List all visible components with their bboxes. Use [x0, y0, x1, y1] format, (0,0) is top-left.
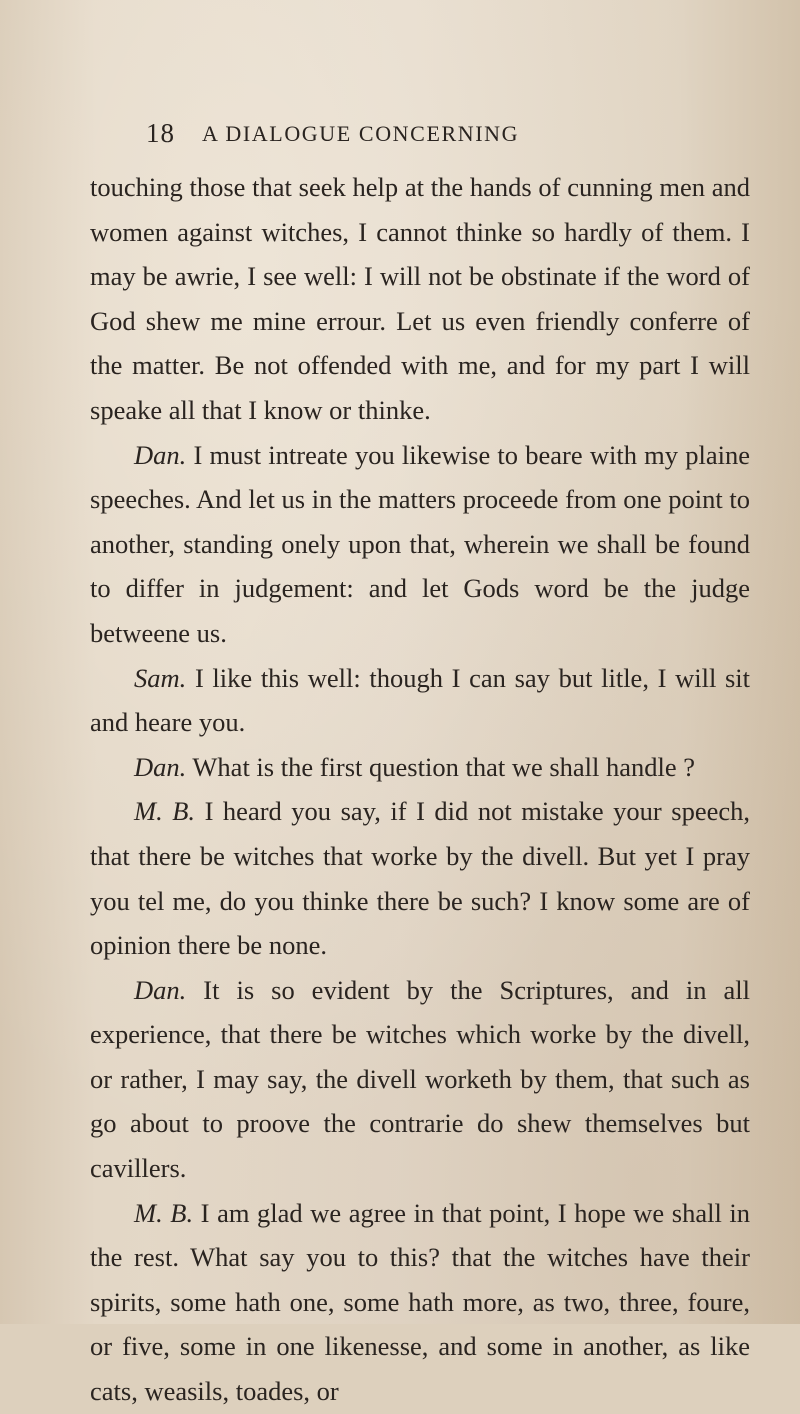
paragraph-text: I like this well: though I can say but litle, I will sit and heare you.	[90, 662, 751, 738]
paragraph	[90, 433, 750, 656]
body-text	[90, 165, 750, 1414]
paragraph	[90, 745, 750, 790]
speaker-label: M. B.	[134, 796, 196, 827]
speaker-label: M. B.	[134, 1197, 194, 1228]
paragraph-text: I am glad we agree in that point, I hope we shall in the rest. What say you to this? that the witches have their spirits, some hath one, some hath more, as two, three, foure, or five, some in one likenesse, and some in another, as like cats, weasils, toades, or	[90, 1197, 751, 1407]
speaker-label: Dan.	[134, 439, 187, 470]
speaker-label: Dan.	[134, 974, 187, 1005]
paragraph	[90, 656, 750, 745]
paragraph	[90, 165, 750, 433]
page-header	[146, 118, 706, 158]
page-number: 18	[146, 118, 175, 148]
paragraph	[90, 789, 750, 967]
speaker-label: Dan.	[134, 751, 187, 782]
paragraph	[90, 1191, 750, 1414]
paragraph-text: touching those that seek help at the hands of cunning men and women against witches, I cannot thinke so hardly of them. I may be awrie, I see well: I will not be obstinate if the word of God shew me mine errour. Let us even friendly conferre of the matter. Be not offended with me, and for my part I will speake all that I know or thinke.	[90, 172, 750, 425]
paragraph-text: I heard you say, if I did not mistake your speech, that there be witches that worke by the divell. But yet I pray you tel me, do you thinke there be such? I know some are of opinion there be none.	[90, 796, 750, 961]
running-head: A DIALOGUE CONCERNING	[202, 121, 520, 146]
speaker-label: Sam.	[134, 662, 187, 693]
paragraph-text: I must intreate you likewise to beare with my plaine speeches. And let us in the matters proceede from one point to another, standing onely upon that, wherein we shall be found to differ in judgement: and let Gods word be the judge betweene us.	[90, 439, 750, 648]
paragraph	[90, 968, 750, 1191]
paragraph-text: What is the first question that we shall handle ?	[192, 751, 696, 782]
paragraph-text: It is so evident by the Scriptures, and in all experience, that there be witches which worke by the divell, or rather, I may say, the divell worketh by them, that such as go about to proove the contrarie do shew themselves but cavillers.	[90, 974, 750, 1184]
